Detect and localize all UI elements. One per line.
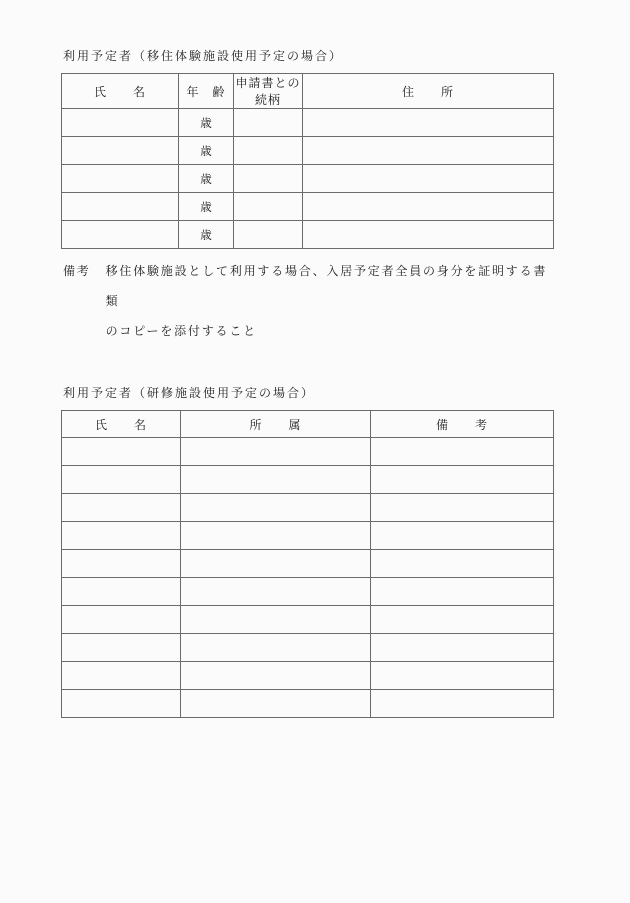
table-row — [62, 165, 554, 193]
address-cell — [303, 165, 554, 193]
name-cell — [62, 438, 181, 466]
age-cell: 歳 — [179, 137, 234, 165]
remarks-cell — [371, 578, 554, 606]
age-cell: 歳 — [179, 109, 234, 137]
name-cell — [62, 634, 181, 662]
col-header-relation: 申請書との続柄 — [234, 74, 303, 109]
remarks-cell — [371, 690, 554, 718]
remarks-cell — [371, 466, 554, 494]
col-header-address: 住 所 — [303, 74, 554, 109]
name-cell — [62, 466, 181, 494]
name-cell — [62, 109, 179, 137]
migration-users-table — [61, 73, 554, 249]
table-row — [62, 438, 554, 466]
affiliation-cell — [181, 466, 371, 494]
note-label: 備考 — [63, 264, 91, 278]
col-header-name: 氏 名 — [62, 411, 181, 438]
col-header-remarks: 備 考 — [371, 411, 554, 438]
table-row — [62, 550, 554, 578]
section1-title: 利用予定者（移住体験施設使用予定の場合） — [63, 49, 344, 63]
table-row — [62, 634, 554, 662]
training-users-table — [61, 410, 554, 718]
remarks-cell — [371, 438, 554, 466]
section2-title: 利用予定者（研修施設使用予定の場合） — [63, 386, 316, 400]
affiliation-cell — [181, 438, 371, 466]
table1-header-row — [62, 74, 554, 109]
address-cell — [303, 137, 554, 165]
relation-cell — [234, 165, 303, 193]
name-cell — [62, 606, 181, 634]
name-cell — [62, 165, 179, 193]
table-row — [62, 466, 554, 494]
address-cell — [303, 221, 554, 249]
remarks-cell — [371, 550, 554, 578]
age-cell: 歳 — [179, 221, 234, 249]
name-cell — [62, 193, 179, 221]
name-cell — [62, 494, 181, 522]
note-text — [106, 256, 553, 346]
remarks-cell — [371, 662, 554, 690]
table2-header-row — [62, 411, 554, 438]
affiliation-cell — [181, 550, 371, 578]
remarks-cell — [371, 494, 554, 522]
affiliation-cell — [181, 634, 371, 662]
relation-cell — [234, 193, 303, 221]
table-row — [62, 494, 554, 522]
name-cell — [62, 550, 181, 578]
table-row — [62, 221, 554, 249]
table-row — [62, 109, 554, 137]
remarks-cell — [371, 634, 554, 662]
name-cell — [62, 137, 179, 165]
table-row — [62, 578, 554, 606]
note-remarks — [63, 256, 553, 346]
name-cell — [62, 662, 181, 690]
relation-cell — [234, 109, 303, 137]
note-line-2: のコピーを添付すること — [105, 324, 257, 338]
name-cell — [62, 578, 181, 606]
section-training-facility — [61, 385, 553, 718]
relation-cell — [234, 137, 303, 165]
affiliation-cell — [181, 690, 371, 718]
affiliation-cell — [181, 606, 371, 634]
section-migration-facility — [61, 48, 553, 346]
table-row — [62, 193, 554, 221]
name-cell — [62, 690, 181, 718]
table-row — [62, 662, 554, 690]
col-header-age: 年 齢 — [179, 74, 234, 109]
table-row — [62, 137, 554, 165]
remarks-cell — [371, 606, 554, 634]
note-line-1: 移住体験施設として利用する場合、入居予定者全員の身分を証明する書類 — [105, 264, 548, 308]
age-cell: 歳 — [179, 165, 234, 193]
table-row — [62, 522, 554, 550]
address-cell — [303, 109, 554, 137]
col-header-name: 氏 名 — [62, 74, 179, 109]
affiliation-cell — [181, 578, 371, 606]
affiliation-cell — [181, 494, 371, 522]
affiliation-cell — [181, 522, 371, 550]
relation-cell — [234, 221, 303, 249]
col-header-affiliation: 所 属 — [181, 411, 371, 438]
address-cell — [303, 193, 554, 221]
table-row — [62, 690, 554, 718]
age-cell: 歳 — [179, 193, 234, 221]
name-cell — [62, 522, 181, 550]
name-cell — [62, 221, 179, 249]
affiliation-cell — [181, 662, 371, 690]
table-row — [62, 606, 554, 634]
remarks-cell — [371, 522, 554, 550]
